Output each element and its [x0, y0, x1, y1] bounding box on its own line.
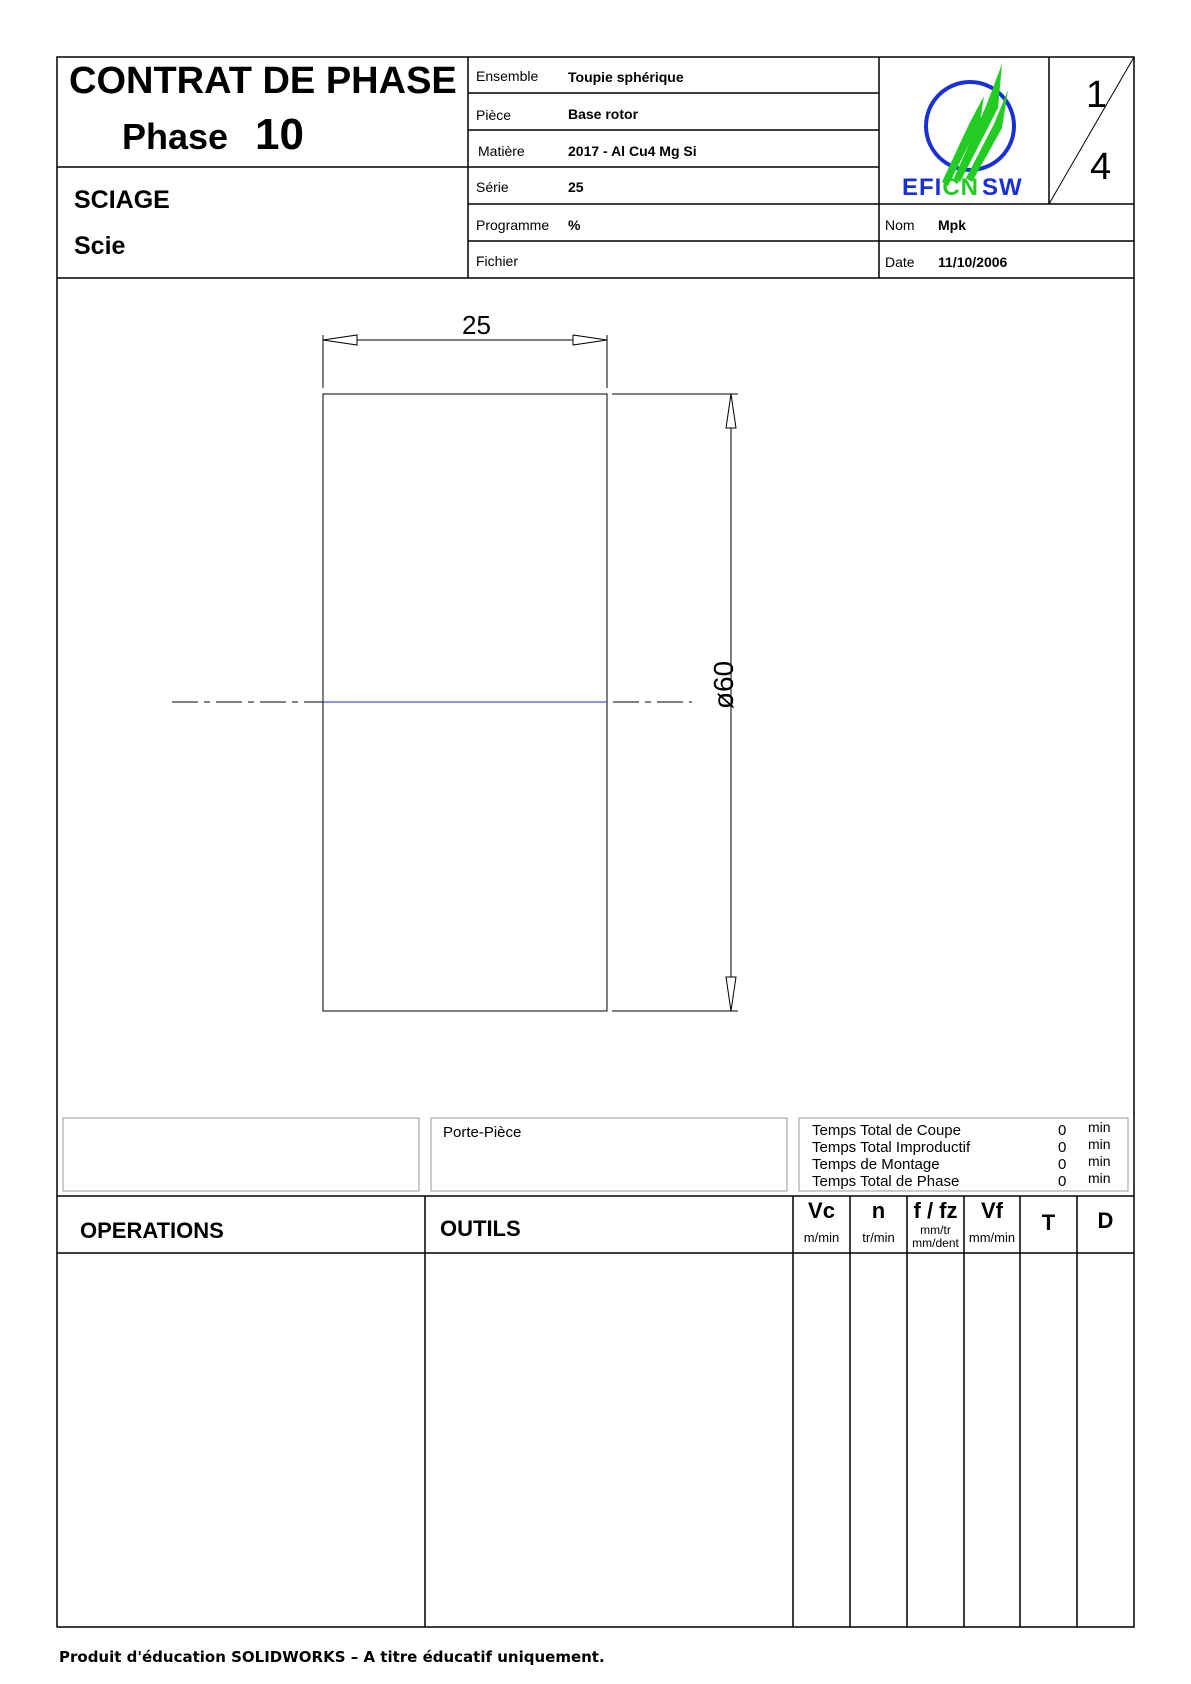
- column-unit: mm/tr: [920, 1223, 951, 1237]
- column-name: T: [1041, 1210, 1056, 1235]
- time-unit: min: [1088, 1136, 1111, 1152]
- column-name: Vf: [981, 1198, 1003, 1223]
- phase-number: 10: [255, 110, 304, 159]
- time-label: Temps de Montage: [812, 1156, 940, 1173]
- column-n: [850, 1198, 907, 1245]
- dimension-diameter: [708, 650, 742, 720]
- column-unit: tr/min: [862, 1230, 895, 1245]
- machine-name: Scie: [74, 232, 126, 260]
- dimension-width: 25: [462, 310, 491, 340]
- time-row: [812, 1153, 1124, 1173]
- logo-text-cn: CN: [942, 174, 980, 201]
- column-vf: [964, 1198, 1020, 1245]
- diameter-symbol: ø: [708, 692, 739, 710]
- time-row: [812, 1119, 1124, 1139]
- column-t: [1020, 1210, 1077, 1236]
- logo-text-sw: SW: [982, 174, 1023, 201]
- column-name: D: [1097, 1208, 1114, 1233]
- fichier-label: Fichier: [476, 253, 519, 269]
- programme-value: %: [568, 217, 581, 233]
- time-unit: min: [1088, 1119, 1111, 1135]
- outils-header: OUTILS: [440, 1216, 521, 1241]
- time-row: [812, 1136, 1124, 1156]
- column-vc: [793, 1198, 850, 1245]
- ensemble-value: Toupie sphérique: [568, 69, 684, 85]
- diameter-value: 60: [708, 660, 739, 693]
- time-label: Temps Total de Coupe: [812, 1122, 961, 1139]
- column-d: [1077, 1208, 1134, 1234]
- matiere-label: Matière: [478, 143, 525, 159]
- column-unit-2: mm/dent: [912, 1236, 959, 1250]
- footer-notice: Produit d'éducation SOLIDWORKS – A titre éducatif uniquement.: [59, 1648, 605, 1666]
- logo-text-efi: EFI: [902, 174, 943, 201]
- time-row: [812, 1170, 1124, 1190]
- time-value: 0: [1058, 1122, 1067, 1139]
- column-unit: mm/min: [968, 1230, 1016, 1245]
- piece-label: Pièce: [476, 107, 512, 123]
- serie-value: 25: [568, 179, 584, 195]
- operations-header: OPERATIONS: [80, 1218, 224, 1243]
- programme-label: Programme: [476, 217, 550, 233]
- matiere-value: 2017 - Al Cu4 Mg Si: [568, 143, 697, 159]
- porte-piece-label: Porte-Pièce: [443, 1124, 522, 1141]
- operation-type: SCIAGE: [74, 186, 170, 214]
- time-label: Temps Total Improductif: [812, 1139, 971, 1156]
- phase-label: Phase: [122, 116, 229, 157]
- time-label: Temps Total de Phase: [812, 1173, 960, 1190]
- nom-label: Nom: [885, 217, 915, 233]
- serie-label: Série: [476, 179, 509, 195]
- piece-value: Base rotor: [568, 106, 639, 122]
- date-label: Date: [885, 254, 915, 270]
- time-value: 0: [1058, 1139, 1067, 1156]
- column-name: Vc: [808, 1198, 835, 1223]
- column-f-fz: [907, 1198, 964, 1250]
- nom-value: Mpk: [938, 217, 966, 233]
- sheet-current: 1: [1086, 74, 1108, 116]
- column-name: f / fz: [913, 1198, 958, 1223]
- time-unit: min: [1088, 1170, 1111, 1186]
- date-value: 11/10/2006: [938, 254, 1008, 270]
- sheet-total: 4: [1090, 146, 1112, 188]
- time-value: 0: [1058, 1156, 1067, 1173]
- ensemble-label: Ensemble: [476, 68, 539, 84]
- time-value: 0: [1058, 1173, 1067, 1190]
- column-name: n: [871, 1198, 886, 1223]
- time-unit: min: [1088, 1153, 1111, 1169]
- column-unit: m/min: [803, 1230, 840, 1245]
- page-title: CONTRAT DE PHASE: [69, 60, 457, 102]
